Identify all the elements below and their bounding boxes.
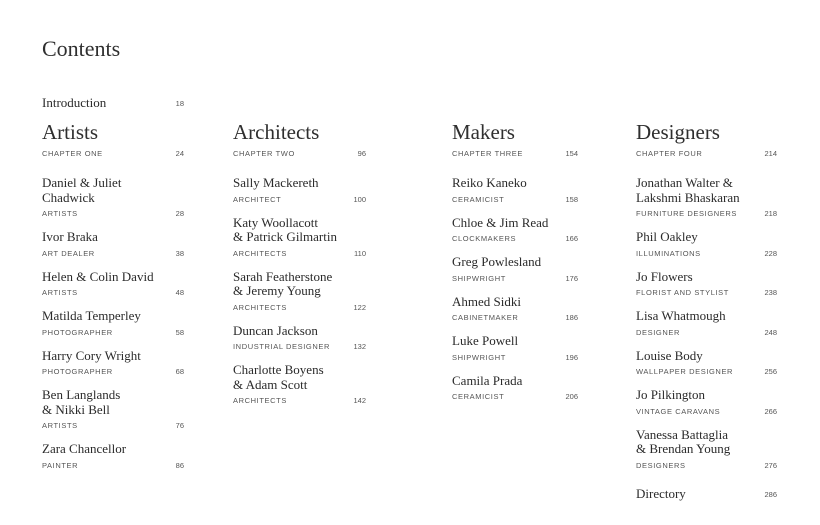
entry-role: CERAMICIST <box>452 392 505 401</box>
chapter-row <box>42 148 184 160</box>
entry-page-number: 206 <box>565 392 578 401</box>
entry-name-line: Ben Langlands <box>42 387 121 402</box>
entry-page-number: 276 <box>764 460 777 470</box>
entry-role: CLOCKMAKERS <box>452 234 517 243</box>
toc-entry-directory[interactable] <box>636 486 777 502</box>
entry-role: DESIGNER <box>636 327 680 337</box>
entry-page-number: 228 <box>764 248 777 258</box>
entry-role: ARCHITECTS <box>233 396 287 405</box>
entry-name-line: Lisa Whatmough <box>636 308 726 323</box>
entry-name-line: Chloe & Jim Read <box>452 214 549 230</box>
entry-page-number: 58 <box>175 327 184 337</box>
entry-list <box>636 176 777 472</box>
entry-name <box>42 349 184 364</box>
entry-name <box>636 428 777 457</box>
entry-name <box>42 388 184 417</box>
entry-name <box>452 176 578 191</box>
entry-role: FLORIST AND STYLIST <box>636 288 729 297</box>
entry-role: PHOTOGRAPHER <box>42 367 113 376</box>
toc-entry[interactable] <box>636 309 777 339</box>
entry-role: FURNITURE DESIGNERS <box>636 209 737 218</box>
entry-name-line: Katy Woollacott <box>233 214 319 230</box>
chapter-label: CHAPTER FOUR <box>636 149 703 158</box>
chapter-page-number: 24 <box>175 149 184 158</box>
entry-role: ARTISTS <box>42 209 78 218</box>
entry-page-number: 132 <box>353 342 366 351</box>
entry-name-line: Louise Body <box>636 347 703 363</box>
entry-role: ARCHITECTS <box>233 248 287 258</box>
entry-page-number: 86 <box>175 460 184 470</box>
section-architects <box>233 121 366 407</box>
entry-page-number: 142 <box>353 396 366 405</box>
entry-role: CERAMICIST <box>452 194 505 204</box>
toc-entry[interactable] <box>452 334 578 364</box>
entry-page-number: 110 <box>354 248 366 258</box>
entry-list <box>42 176 184 472</box>
toc-entry[interactable] <box>636 428 777 472</box>
chapter-page-number: 96 <box>357 149 366 158</box>
entry-name-line: Chadwick <box>42 189 95 205</box>
entry-name-line: Jonathan Walter & <box>636 175 733 190</box>
toc-entry[interactable] <box>636 176 777 220</box>
toc-entry[interactable] <box>42 176 184 220</box>
section-heading: Designers <box>636 120 720 144</box>
chapter-page-number: 154 <box>565 149 578 158</box>
entry-list <box>233 176 366 407</box>
entry-page-number: 76 <box>175 421 184 430</box>
entry-name-line: Matilda Temperley <box>42 308 141 323</box>
toc-entry-introduction[interactable] <box>42 95 184 111</box>
section-artists <box>42 121 184 472</box>
entry-name-line: Ahmed Sidki <box>452 293 521 309</box>
toc-entry[interactable] <box>452 295 578 325</box>
toc-entry[interactable] <box>233 363 366 407</box>
chapter-row <box>233 148 366 160</box>
entry-role: PAINTER <box>42 460 79 470</box>
entry-name <box>452 374 578 389</box>
entry-role: ART DEALER <box>42 248 95 258</box>
toc-entry[interactable] <box>42 442 184 472</box>
toc-entry[interactable] <box>42 270 184 300</box>
entry-name-line: Jo Pilkington <box>636 387 705 402</box>
entry-name-line: Zara Chancellor <box>42 441 127 456</box>
section-makers <box>452 121 578 403</box>
entry-name-line: Jo Flowers <box>636 268 693 284</box>
toc-entry[interactable] <box>42 349 184 379</box>
toc-entry[interactable] <box>42 309 184 339</box>
entry-name-line: Daniel & Juliet <box>42 175 122 190</box>
entry-role: CABINETMAKER <box>452 313 519 322</box>
entry-page-number: 166 <box>565 234 578 243</box>
toc-entry[interactable] <box>636 349 777 379</box>
entry-role: ARCHITECTS <box>233 302 287 312</box>
entry-page-number: 38 <box>175 248 184 258</box>
section-heading: Artists <box>42 120 99 144</box>
entry-role: VINTAGE CARAVANS <box>636 406 721 416</box>
toc-entry[interactable] <box>636 270 777 300</box>
entry-role: DESIGNERS <box>636 460 686 470</box>
entry-name <box>636 309 777 324</box>
toc-entry[interactable] <box>452 176 578 206</box>
entry-name-line: & Patrick Gilmartin <box>233 229 337 244</box>
entry-name <box>636 349 777 364</box>
entry-name <box>636 176 777 205</box>
toc-entry[interactable] <box>452 374 578 404</box>
entry-role: ARTISTS <box>42 288 78 297</box>
entry-name <box>233 216 366 245</box>
entry-list <box>452 176 578 403</box>
chapter-label: CHAPTER TWO <box>233 149 295 158</box>
entry-page-number: 176 <box>565 273 578 283</box>
toc-entry[interactable] <box>42 388 184 432</box>
entry-name-line: Ivor Braka <box>42 229 98 244</box>
toc-entry[interactable] <box>233 176 366 206</box>
entry-name <box>233 176 366 191</box>
entry-name <box>452 295 578 310</box>
entry-page-number: 196 <box>565 352 578 362</box>
entry-name <box>636 270 777 285</box>
section-designers <box>636 121 777 502</box>
entry-page-number: 68 <box>175 367 184 376</box>
chapter-label: CHAPTER THREE <box>452 149 524 158</box>
entry-name-line: Duncan Jackson <box>233 322 318 338</box>
entry-name-line: Reiko Kaneko <box>452 175 527 190</box>
entry-name: Directory <box>636 485 686 501</box>
entry-page-number: 28 <box>175 209 184 218</box>
section-heading: Makers <box>452 120 515 144</box>
entry-name <box>452 334 578 349</box>
toc-entry[interactable] <box>233 324 366 354</box>
entry-name-line: Charlotte Boyens <box>233 362 324 377</box>
entry-name <box>233 363 366 392</box>
chapter-row <box>636 148 777 160</box>
entry-name: Introduction <box>42 95 107 110</box>
entry-name-line: & Brendan Young <box>636 441 731 456</box>
entry-name-line: & Jeremy Young <box>233 283 321 298</box>
entry-role: ARTISTS <box>42 421 78 430</box>
entry-role: SHIPWRIGHT <box>452 273 506 283</box>
entry-name <box>233 270 366 299</box>
entry-name-line: & Nikki Bell <box>42 401 110 417</box>
entry-page-number: 286 <box>764 489 777 499</box>
chapter-row <box>452 148 578 160</box>
entry-name-line: Harry Cory Wright <box>42 347 141 363</box>
toc-entry[interactable] <box>452 255 578 285</box>
entry-page-number: 238 <box>764 288 777 297</box>
entry-name-line: Lakshmi Bhaskaran <box>636 189 740 205</box>
entry-page-number: 18 <box>175 99 184 108</box>
toc-entry[interactable] <box>42 230 184 260</box>
entry-page-number: 48 <box>175 288 184 297</box>
entry-name-line: Phil Oakley <box>636 229 698 244</box>
entry-role: SHIPWRIGHT <box>452 352 506 362</box>
entry-name <box>452 255 578 270</box>
entry-name <box>452 216 578 231</box>
section-heading: Architects <box>233 120 320 144</box>
entry-page-number: 100 <box>353 194 366 204</box>
toc-entry[interactable] <box>452 216 578 246</box>
entry-name-line: Sarah Featherstone <box>233 268 333 284</box>
entry-page-number: 122 <box>353 302 366 312</box>
toc-entry[interactable] <box>233 270 366 314</box>
entry-name <box>42 442 184 457</box>
toc-entry[interactable] <box>636 388 777 418</box>
entry-page-number: 218 <box>764 209 777 218</box>
toc-entry[interactable] <box>233 216 366 260</box>
entry-name <box>42 176 184 205</box>
entry-page-number: 158 <box>565 194 578 204</box>
entry-role: WALLPAPER DESIGNER <box>636 367 734 376</box>
chapter-page-number: 214 <box>764 149 777 158</box>
entry-role: INDUSTRIAL DESIGNER <box>233 342 330 351</box>
page-title: Contents <box>42 36 121 61</box>
entry-name <box>42 309 184 324</box>
entry-name <box>636 230 777 245</box>
entry-name-line: Greg Powlesland <box>452 254 542 269</box>
entry-name-line: Luke Powell <box>452 333 519 348</box>
entry-name <box>42 270 184 285</box>
entry-role: ARCHITECT <box>233 194 282 204</box>
entry-name-line: Vanessa Battaglia <box>636 426 729 442</box>
entry-name <box>42 230 184 245</box>
entry-page-number: 248 <box>764 327 777 337</box>
entry-name-line: Helen & Colin David <box>42 268 154 284</box>
entry-name <box>233 324 366 339</box>
entry-page-number: 256 <box>764 367 777 376</box>
entry-name-line: Sally Mackereth <box>233 175 319 190</box>
entry-name <box>636 388 777 403</box>
entry-name-line: & Adam Scott <box>233 376 308 392</box>
entry-page-number: 186 <box>565 313 578 322</box>
entry-name-line: Camila Prada <box>452 372 523 388</box>
toc-entry[interactable] <box>636 230 777 260</box>
entry-role: PHOTOGRAPHER <box>42 327 113 337</box>
entry-role: ILLUMINATIONS <box>636 248 701 258</box>
entry-page-number: 266 <box>764 406 777 416</box>
chapter-label: CHAPTER ONE <box>42 149 103 158</box>
